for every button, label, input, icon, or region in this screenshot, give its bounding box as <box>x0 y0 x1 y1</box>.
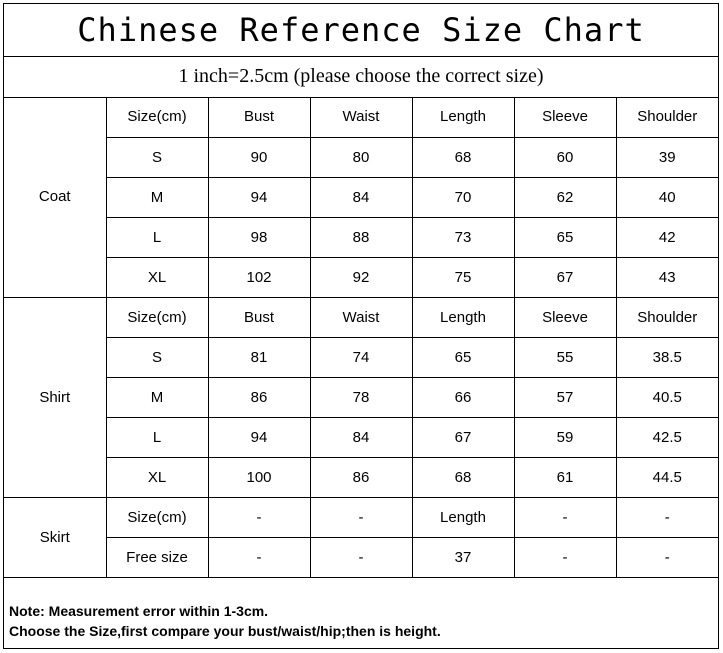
table-cell: 39 <box>616 137 718 177</box>
table-row <box>4 337 718 377</box>
table-cell: 86 <box>310 457 412 497</box>
table-cell: 42 <box>616 217 718 257</box>
column-header: Length <box>412 297 514 337</box>
table-row <box>4 217 718 257</box>
table-cell: 44.5 <box>616 457 718 497</box>
table-cell: - <box>514 537 616 577</box>
garment-label: Skirt <box>4 497 106 577</box>
table-cell: 37 <box>412 537 514 577</box>
table-cell: - <box>310 537 412 577</box>
table-cell: 59 <box>514 417 616 457</box>
garment-label: Coat <box>4 97 106 297</box>
note-line: Choose the Size,first compare your bust/waist/hip;then is height. <box>9 623 441 639</box>
size-chart-sheet <box>3 3 719 649</box>
table-cell: 84 <box>310 417 412 457</box>
table-cell: 57 <box>514 377 616 417</box>
table-cell: Free size <box>106 537 208 577</box>
table-cell: L <box>106 217 208 257</box>
table-cell: 94 <box>208 177 310 217</box>
table-cell: 90 <box>208 137 310 177</box>
note-line: Note: Measurement error within 1-3cm. <box>9 603 269 619</box>
table-cell: 73 <box>412 217 514 257</box>
column-header: - <box>616 497 718 537</box>
table-cell: S <box>106 137 208 177</box>
table-row <box>4 177 718 217</box>
garment-label: Shirt <box>4 297 106 497</box>
column-header: Size(cm) <box>106 497 208 537</box>
note-block <box>4 597 718 641</box>
column-header: Bust <box>208 297 310 337</box>
size-table <box>4 97 718 578</box>
column-header: - <box>514 497 616 537</box>
column-header: Waist <box>310 97 412 137</box>
table-cell: - <box>616 537 718 577</box>
table-cell: S <box>106 337 208 377</box>
table-cell: 68 <box>412 137 514 177</box>
table-header-row <box>4 297 718 337</box>
table-row <box>4 417 718 457</box>
table-cell: 65 <box>412 337 514 377</box>
column-header: - <box>310 497 412 537</box>
table-cell: M <box>106 177 208 217</box>
column-header: Shoulder <box>616 297 718 337</box>
table-cell: 40 <box>616 177 718 217</box>
table-cell: 94 <box>208 417 310 457</box>
table-cell: 92 <box>310 257 412 297</box>
column-header: Size(cm) <box>106 97 208 137</box>
table-cell: 65 <box>514 217 616 257</box>
table-row <box>4 257 718 297</box>
column-header: Sleeve <box>514 297 616 337</box>
table-header-row <box>4 97 718 137</box>
table-cell: 43 <box>616 257 718 297</box>
column-header: Sleeve <box>514 97 616 137</box>
table-cell: 68 <box>412 457 514 497</box>
table-cell: 86 <box>208 377 310 417</box>
table-cell: 75 <box>412 257 514 297</box>
chart-title: Chinese Reference Size Chart <box>4 4 718 57</box>
table-cell: 102 <box>208 257 310 297</box>
table-cell: L <box>106 417 208 457</box>
table-cell: 98 <box>208 217 310 257</box>
column-header: Length <box>412 497 514 537</box>
column-header: - <box>208 497 310 537</box>
table-cell: 42.5 <box>616 417 718 457</box>
table-cell: 74 <box>310 337 412 377</box>
table-cell: 67 <box>412 417 514 457</box>
table-row <box>4 457 718 497</box>
column-header: Size(cm) <box>106 297 208 337</box>
column-header: Waist <box>310 297 412 337</box>
table-cell: M <box>106 377 208 417</box>
column-header: Length <box>412 97 514 137</box>
table-row <box>4 137 718 177</box>
table-cell: 40.5 <box>616 377 718 417</box>
table-cell: 84 <box>310 177 412 217</box>
column-header: Bust <box>208 97 310 137</box>
table-cell: 88 <box>310 217 412 257</box>
table-cell: 66 <box>412 377 514 417</box>
table-cell: 62 <box>514 177 616 217</box>
table-cell: 70 <box>412 177 514 217</box>
table-cell: 81 <box>208 337 310 377</box>
table-cell: 67 <box>514 257 616 297</box>
table-cell: 80 <box>310 137 412 177</box>
chart-subtitle: 1 inch=2.5cm (please choose the correct size) <box>4 56 718 98</box>
table-cell: 38.5 <box>616 337 718 377</box>
table-cell: - <box>208 537 310 577</box>
table-cell: XL <box>106 257 208 297</box>
table-cell: 100 <box>208 457 310 497</box>
table-cell: 60 <box>514 137 616 177</box>
table-cell: 61 <box>514 457 616 497</box>
table-row <box>4 537 718 577</box>
column-header: Shoulder <box>616 97 718 137</box>
table-cell: 78 <box>310 377 412 417</box>
table-cell: XL <box>106 457 208 497</box>
table-header-row <box>4 497 718 537</box>
table-cell: 55 <box>514 337 616 377</box>
table-row <box>4 377 718 417</box>
